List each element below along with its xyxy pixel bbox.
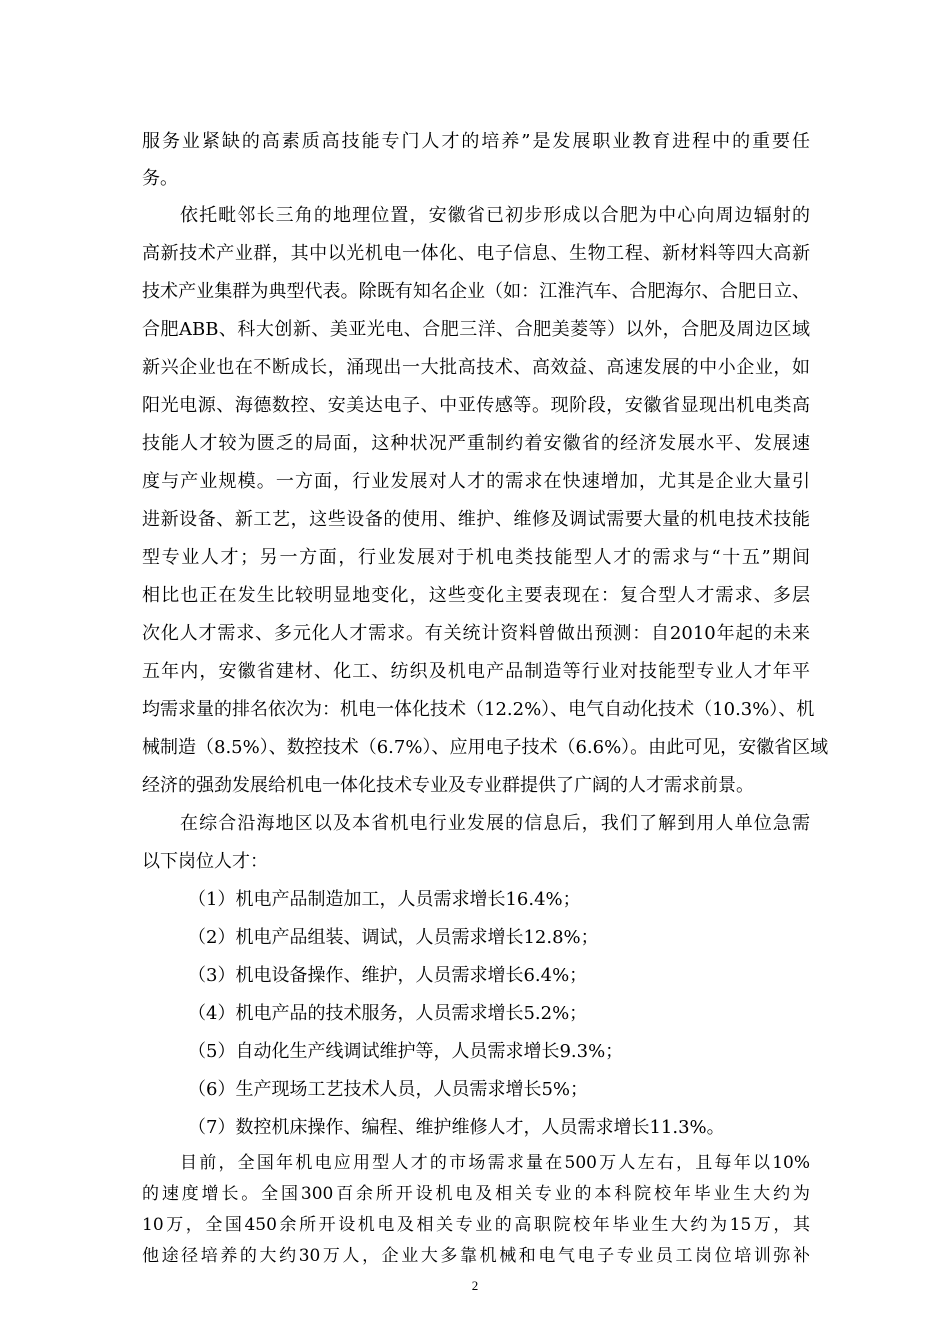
text-line: 目前，全国年机电应用型人才的市场需求量在500万人左右，且每年以10% (180, 1153, 810, 1173)
text-line: 以下岗位人才： (142, 851, 268, 872)
text-line: 五年内，安徽省建材、化工、纺织及机电产品制造等行业对技能型专业人才年平 (142, 661, 810, 682)
text-line: 依托毗邻长三角的地理位置，安徽省已初步形成以合肥为中心向周边辐射的 (180, 205, 810, 226)
list-item: （1）机电产品制造加工，人员需求增长16.4%； (188, 889, 581, 910)
list-item: （5）自动化生产线调试维护等，人员需求增长9.3%； (188, 1041, 624, 1062)
text-line: 经济的强劲发展给机电一体化技术专业及专业群提供了广阔的人才需求前景。 (142, 775, 754, 796)
text-line: 械制造（8.5%）、数控技术（6.7%）、应用电子技术（6.6%）。由此可见，安徽省区域 (142, 737, 829, 758)
text-line: 高新技术产业群，其中以光机电一体化、电子信息、生物工程、新材料等四大高新 (142, 243, 810, 264)
text-line: 次化人才需求、多元化人才需求。有关统计资料曾做出预测：自2010年起的未来 (142, 623, 810, 644)
text-line: 新兴企业也在不断成长，涌现出一大批高技术、高效益、高速发展的中小企业，如 (142, 357, 810, 378)
text-line: 度与产业规模。一方面，行业发展对人才的需求在快速增加，尤其是企业大量引 (142, 471, 810, 492)
list-item: （7）数控机床操作、编程、维护维修人才，人员需求增长11.3%。 (188, 1117, 725, 1138)
text-line: 技术产业集群为典型代表。除既有知名企业（如：江淮汽车、合肥海尔、合肥日立、 (142, 281, 810, 302)
list-item: （6）生产现场工艺技术人员，人员需求增长5%； (188, 1079, 589, 1100)
text-line: 服务业紧缺的高素质高技能专门人才的培养”是发展职业教育进程中的重要任 (142, 131, 810, 152)
text-line: 技能人才较为匮乏的局面，这种状况严重制约着安徽省的经济发展水平、发展速 (142, 433, 810, 454)
text-line: 10万，全国450余所开设机电及相关专业的高职院校年毕业生大约为15万，其 (142, 1215, 810, 1235)
text-line: 在综合沿海地区以及本省机电行业发展的信息后，我们了解到用人单位急需 (180, 813, 810, 834)
list-item: （3）机电设备操作、维护，人员需求增长6.4%； (188, 965, 588, 986)
list-item: （4）机电产品的技术服务，人员需求增长5.2%； (188, 1003, 588, 1024)
text-line: 阳光电源、海德数控、安美达电子、中亚传感等。现阶段，安徽省显现出机电类高 (142, 395, 810, 416)
text-line: 型专业人才；另一方面，行业发展对于机电类技能型人才的需求与“十五”期间 (142, 547, 810, 568)
list-item: （2）机电产品组装、调试，人员需求增长12.8%； (188, 927, 599, 948)
text-line: 合肥ABB、科大创新、美亚光电、合肥三洋、合肥美菱等）以外，合肥及周边区域 (142, 319, 810, 340)
text-line: 他途径培养的大约30万人，企业大多靠机械和电气电子专业员工岗位培训弥补 (142, 1246, 810, 1266)
text-line: 均需求量的排名依次为：机电一体化技术（12.2%）、电气自动化技术（10.3%）、机 (142, 699, 815, 720)
text-line: 务。 (142, 168, 178, 189)
text-line: 的速度增长。全国300百余所开设机电及相关专业的本科院校年毕业生大约为 (142, 1184, 810, 1204)
text-line: 相比也正在发生比较明显地变化，这些变化主要表现在：复合型人才需求、多层 (142, 585, 810, 606)
text-line: 进新设备、新工艺，这些设备的使用、维护、维修及调试需要大量的机电技术技能 (142, 509, 810, 530)
page-number: 2 (471, 1278, 479, 1293)
